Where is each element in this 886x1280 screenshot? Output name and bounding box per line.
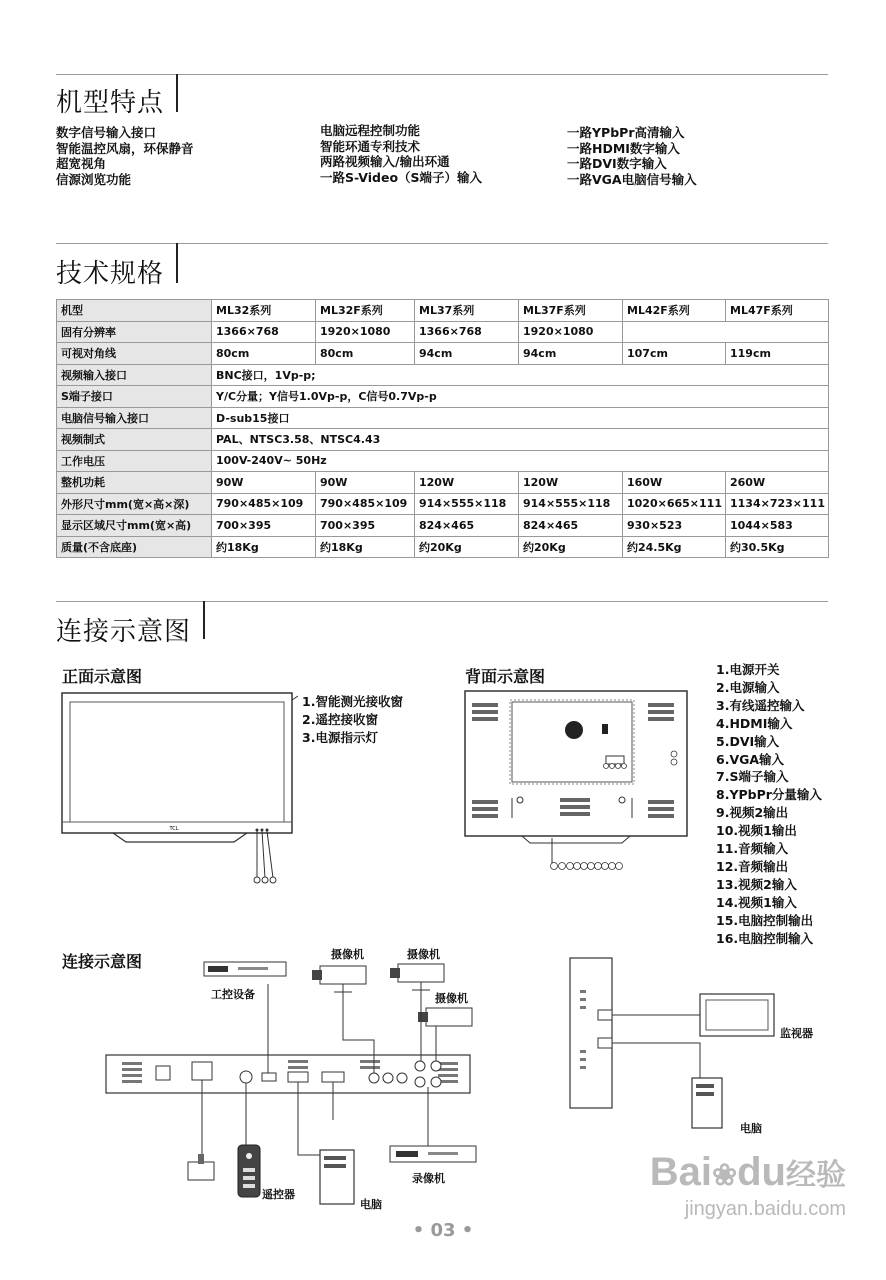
table-cell: 约20Kg (519, 536, 623, 558)
table-cell: 80cm (316, 343, 415, 365)
front-item: 2.遥控接收窗 (302, 711, 378, 727)
table-cell: 120W (415, 472, 519, 494)
vcr-label: 录像机 (412, 1172, 445, 1185)
back-item: 10.视频1输出 (716, 823, 797, 839)
watermark-brand-cn: 经验 (786, 1159, 846, 1192)
feature-item: 数字信号输入接口 (56, 125, 157, 140)
table-cell: 824×465 (415, 515, 519, 537)
table-cell: 824×465 (519, 515, 623, 537)
back-item: 2.电源输入 (716, 679, 780, 695)
table-cell: PAL、NTSC3.58、NTSC4.43 (212, 429, 829, 451)
table-cell: ML37系列 (415, 300, 519, 322)
table-cell: 约30.5Kg (726, 536, 829, 558)
table-row (57, 386, 829, 408)
table-cell: Y/C分量；Y信号1.0Vp-p，C信号0.7Vp-p (212, 386, 829, 408)
table-cell: 94cm (519, 343, 623, 365)
remote-sensor-icon (188, 1154, 214, 1180)
back-item: 4.HDMI输入 (716, 715, 793, 731)
back-view-diagram (462, 688, 692, 878)
table-cell: 约18Kg (316, 536, 415, 558)
table-cell: 质量(不含底座) (57, 536, 212, 558)
features-col-2 (320, 123, 482, 185)
watermark-brand-a: Bai (649, 1150, 712, 1194)
table-cell: 电脑信号输入接口 (57, 407, 212, 429)
section-rule-features (56, 74, 828, 75)
pc-tower-icon (692, 1078, 722, 1128)
back-item: 11.音频输入 (716, 841, 789, 857)
table-cell: 1020×665×111 (623, 493, 726, 515)
table-cell: ML32F系列 (316, 300, 415, 322)
monitor-icon (700, 994, 774, 1036)
front-item: 1.智能测光接收窗 (302, 694, 403, 709)
table-row (57, 321, 829, 343)
table-cell: D-sub15接口 (212, 407, 829, 429)
remote-label: 遥控器 (262, 1188, 295, 1201)
feature-item: 一路DVI数字输入 (567, 156, 667, 171)
camera2-label: 摄像机 (407, 948, 440, 961)
feature-item: 信源浏览功能 (56, 171, 132, 187)
remote-control-icon (238, 1145, 260, 1197)
section-rule-connect (56, 601, 828, 602)
table-row (57, 515, 829, 537)
table-cell: 94cm (415, 343, 519, 365)
table-cell: 1920×1080 (316, 321, 415, 343)
page-number: • 03 • (412, 1220, 474, 1241)
table-cell: 1134×723×111 (726, 493, 829, 515)
table-cell: 260W (726, 472, 829, 494)
table-row (57, 364, 829, 386)
features-col-3 (567, 125, 697, 187)
section-tick-specs (176, 243, 178, 283)
back-item: 7.S端子输入 (716, 769, 789, 785)
table-cell: 80cm (212, 343, 316, 365)
back-item: 9.视频2输出 (716, 805, 789, 821)
pc1-label: 电脑 (360, 1198, 382, 1211)
table-cell: 90W (316, 472, 415, 494)
front-items-list (302, 693, 403, 747)
back-item: 5.DVI输入 (716, 733, 780, 749)
camera3-label: 摄像机 (435, 992, 468, 1005)
front-item: 3.电源指示灯 (302, 729, 378, 745)
table-row (57, 536, 829, 558)
back-item: 16.电脑控制输入 (716, 930, 814, 946)
table-cell: 930×523 (623, 515, 726, 537)
back-items-list (716, 661, 822, 948)
monitor-connection-diagram (560, 950, 790, 1140)
table-cell: 约20Kg (415, 536, 519, 558)
camera1-label: 摄像机 (331, 948, 364, 961)
feature-item: 一路S-Video（S端子）输入 (320, 169, 483, 185)
back-view-title: 背面示意图 (465, 667, 546, 686)
back-item: 12.音频输出 (716, 858, 789, 874)
spec-table (56, 299, 829, 558)
pc2-label: 电脑 (740, 1122, 762, 1135)
watermark-brand-b: du (737, 1150, 786, 1194)
back-item: 8.YPbPr分量输入 (716, 787, 822, 803)
table-cell: 1366×768 (212, 321, 316, 343)
paw-icon: ❀ (711, 1159, 738, 1192)
back-item: 13.视频2输入 (716, 876, 797, 892)
table-cell: ML37F系列 (519, 300, 623, 322)
table-cell: 914×555×118 (415, 493, 519, 515)
table-row (57, 407, 829, 429)
vcr-icon (390, 1146, 476, 1162)
table-cell: 固有分辨率 (57, 321, 212, 343)
table-row (57, 429, 829, 451)
specs-title: 技术规格 (56, 259, 165, 289)
front-view-diagram (58, 690, 298, 890)
table-cell: 700×395 (316, 515, 415, 537)
table-cell: 790×485×109 (212, 493, 316, 515)
feature-item: 智能环通专利技术 (320, 138, 421, 154)
camera-icon (390, 964, 444, 990)
table-cell: 可视对角线 (57, 343, 212, 365)
table-cell (623, 321, 829, 343)
table-cell: 机型 (57, 300, 212, 322)
table-cell: 视频制式 (57, 429, 212, 451)
section-tick-connect (203, 601, 205, 639)
table-cell: 160W (623, 472, 726, 494)
table-cell: 700×395 (212, 515, 316, 537)
table-cell: 工作电压 (57, 450, 212, 472)
industrial-device-label: 工控设备 (211, 988, 255, 1001)
camera-icon (418, 1008, 472, 1026)
connect-title: 连接示意图 (56, 617, 192, 647)
table-cell: 1366×768 (415, 321, 519, 343)
table-cell: 100V-240V~ 50Hz (212, 450, 829, 472)
table-cell: 视频输入接口 (57, 364, 212, 386)
back-item: 3.有线遥控输入 (716, 697, 805, 713)
section-tick-features (176, 74, 178, 112)
table-cell: 约18Kg (212, 536, 316, 558)
back-item: 14.视频1输入 (716, 894, 797, 910)
connection-diagram-title: 连接示意图 (62, 952, 143, 971)
table-row (57, 343, 829, 365)
table-cell: S端子接口 (57, 386, 212, 408)
feature-item: 两路视频输入/输出环通 (320, 154, 450, 169)
tcl-logo: TCL (169, 826, 179, 832)
table-cell: 119cm (726, 343, 829, 365)
table-cell: 914×555×118 (519, 493, 623, 515)
table-cell: 1044×583 (726, 515, 829, 537)
table-cell: 120W (519, 472, 623, 494)
table-row (57, 300, 829, 322)
table-cell: 107cm (623, 343, 726, 365)
features-title: 机型特点 (56, 88, 165, 118)
table-cell: 外形尺寸mm(宽×高×深) (57, 493, 212, 515)
table-cell: ML42F系列 (623, 300, 726, 322)
table-cell: 790×485×109 (316, 493, 415, 515)
back-item: 15.电脑控制输出 (716, 912, 814, 928)
table-cell: 显示区域尺寸mm(宽×高) (57, 515, 212, 537)
feature-item: 一路YPbPr高清输入 (567, 125, 685, 140)
feature-item: 智能温控风扇，环保静音 (56, 140, 194, 156)
feature-item: 电脑远程控制功能 (320, 123, 421, 138)
baidu-watermark (650, 1150, 846, 1221)
table-row (57, 450, 829, 472)
feature-item: 一路HDMI数字输入 (567, 140, 680, 156)
table-cell: 整机功耗 (57, 472, 212, 494)
table-row (57, 493, 829, 515)
section-rule-specs (56, 243, 828, 244)
table-cell: 约24.5Kg (623, 536, 726, 558)
camera-icon (312, 966, 366, 992)
industrial-device-icon (204, 962, 286, 976)
table-cell: ML47F系列 (726, 300, 829, 322)
table-row (57, 472, 829, 494)
back-item: 1.电源开关 (716, 662, 780, 677)
table-cell: 90W (212, 472, 316, 494)
monitor-label: 监视器 (780, 1027, 813, 1040)
feature-item: 超宽视角 (56, 156, 107, 171)
table-cell: BNC接口，1Vp-p; (212, 364, 829, 386)
front-view-title: 正面示意图 (62, 667, 143, 686)
pc-tower-icon (320, 1150, 354, 1204)
features-col-1 (56, 125, 194, 187)
table-cell: 1920×1080 (519, 321, 623, 343)
table-cell: ML32系列 (212, 300, 316, 322)
feature-item: 一路VGA电脑信号输入 (567, 171, 697, 187)
watermark-url: jingyan.baidu.com (684, 1198, 846, 1220)
back-item: 6.VGA输入 (716, 751, 785, 767)
